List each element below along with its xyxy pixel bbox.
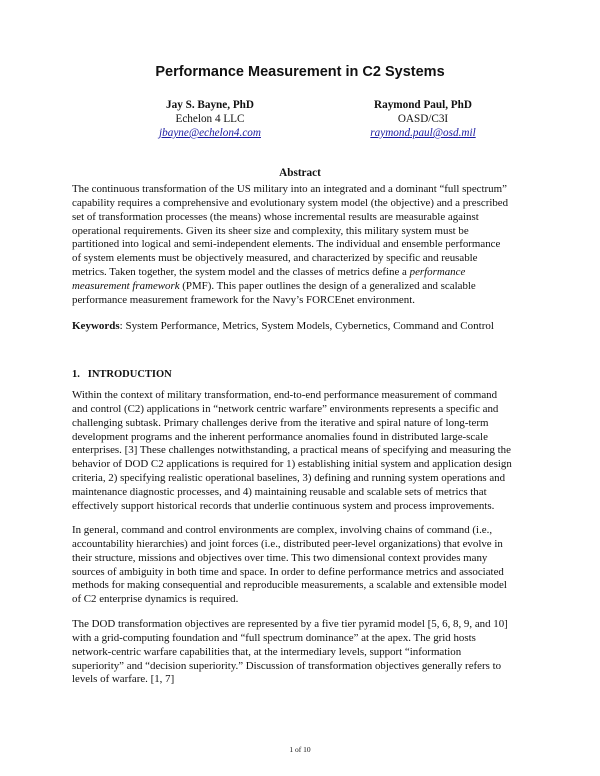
text-line: of C2 enterprise dynamics is required.: [72, 593, 239, 606]
author-affiliation: Echelon 4 LLC: [175, 113, 245, 125]
abstract-heading: Abstract: [279, 167, 321, 179]
text-line: Within the context of military transformation, end-to-end performance measurement of command: [72, 389, 498, 401]
text-line: effectively support historical records that underlie continuous system and process improvements.: [72, 499, 495, 512]
body-paragraph-3: [72, 618, 540, 687]
section-heading: 1. INTRODUCTION: [72, 369, 172, 380]
abstract-line: capability requires a comprehensive and evolutionary system model (the objective) and a prescribed: [72, 196, 509, 209]
author-email-link[interactable]: jbayne@echelon4.com: [159, 127, 261, 139]
text-line: challenging subtask. Primary challenges derive from the iterative and spiral nature of long-term: [72, 416, 489, 429]
abstract-line: The continuous transformation of the US military into an integrated and a dominant “full spectrum”: [72, 183, 507, 195]
paper-title: Performance Measurement in C2 Systems: [155, 64, 445, 80]
emphasis-text: performance: [409, 266, 466, 279]
abstract-line: partitioned into logical and semi-independent elements. The individual and ensemble performance: [72, 238, 501, 251]
author-name: Jay S. Bayne, PhD: [166, 99, 254, 111]
keywords: [72, 320, 494, 332]
section-number: 1.: [72, 369, 80, 380]
text-line: enterprises. [3] These challenges notwithstanding, a practical means of specifying and measuring the: [72, 444, 511, 457]
text-line: their structure, missions and objectives over time. This two dimensional context provides many: [72, 551, 488, 564]
abstract-line: measurement framework (PMF). This paper outlines the design of a generalized and scalable: [72, 279, 476, 292]
text-line: with a grid-computing foundation and “full spectrum dominance” at the apex. The grid hosts: [72, 631, 476, 644]
abstract-line: set of transformation processes (the means) whose incremental results are measurable against: [72, 210, 479, 223]
abstract-body: [72, 183, 540, 308]
text-line: behavior of DOD C2 applications is required for 1) establishing initial system and application design: [72, 458, 512, 471]
text-line: and control (C2) applications in “network centric warfare” environments represents a specific and: [72, 402, 499, 415]
text-line: methods for making consequential and reproducible measurements, a scalable and extensible model: [72, 579, 507, 592]
body-paragraph-1: [72, 389, 540, 514]
author-email-link[interactable]: raymond.paul@osd.mil: [370, 127, 476, 139]
author-name: Raymond Paul, PhD: [374, 99, 472, 111]
page-number: 1 of 10: [289, 745, 311, 754]
keywords-label: Keywords: [72, 320, 120, 332]
author-block-1: [100, 98, 320, 140]
text-line: accountability hierarchies) and joint forces (i.e., distributed peer-level organizations) that evolve in: [72, 537, 503, 550]
text-line: The DOD transformation objectives are represented by a five tier pyramid model [5, 6, 8, 9, and 10]: [72, 618, 508, 630]
text-line: network-centric warfare capabilities that, at the intermediary levels, support “information: [72, 645, 462, 658]
body-paragraph-2: [72, 524, 540, 607]
author-affiliation: OASD/C3I: [397, 113, 449, 125]
text-line: levels of warfare. [1, 7]: [72, 673, 175, 686]
text-line: criteria, 2) specifying realistic operational baselines, 3) defining and running system operations and: [72, 472, 506, 485]
keywords-text: : System Performance, Metrics, System Models, Cybernetics, Command and Control: [119, 320, 494, 332]
text-line: In general, command and control environments are complex, involving chains of command (i.e.,: [72, 524, 493, 536]
text-line: sources of ambiguity in both time and space. In order to define performance metrics and associated: [72, 565, 504, 578]
emphasis-text: measurement framework: [72, 279, 180, 292]
text-line: development programs and the inherent performance anomalies found in distributed large-scale: [72, 430, 488, 443]
abstract-line: of system elements must be objectively measured, and characterized by specific and reusable: [72, 252, 478, 265]
author-block-2: [313, 98, 533, 140]
text-line: maintenance diagnostic processes, and 4) maintaining reusable and scalable sets of metrics that: [72, 485, 487, 498]
abstract-line: metrics. Taken together, the system model and the classes of metrics define a performance: [72, 266, 466, 279]
abstract-line: operational requirements. Given its sheer size and complexity, this military system must be: [72, 224, 469, 237]
text-line: superiority” and “decision superiority.” Discussion of transformation objectives generally refers to: [72, 659, 502, 672]
abstract-line: performance measurement framework for the Navy’s FORCEnet environment.: [72, 293, 415, 306]
